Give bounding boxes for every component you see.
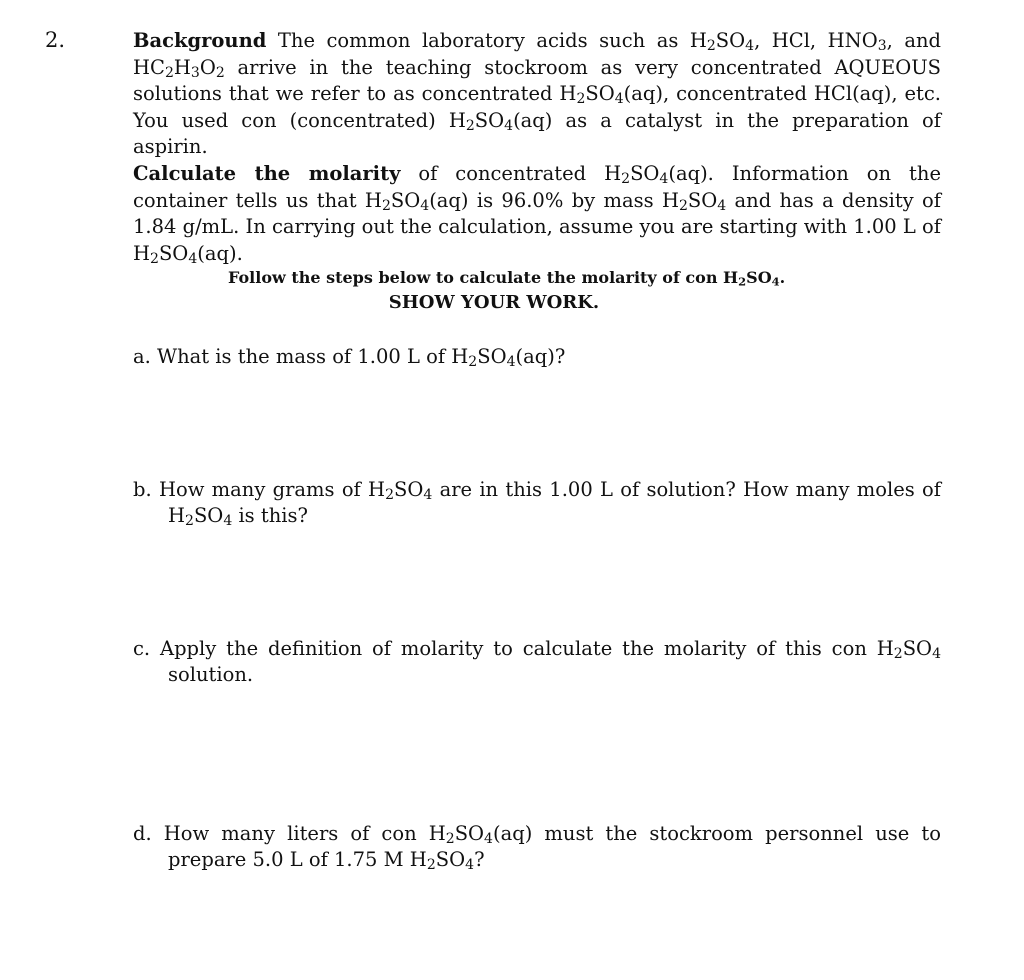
question-d: d. How many liters of con $H_2SO_4(aq)$ must the stockroom personnel use to prepare 5.0 L of 1.75 M $H_2SO_4$? <box>133 822 941 874</box>
question-a: a. What is the mass of 1.00 L of $H_2SO_4(aq)$? <box>133 345 566 371</box>
question-number: 2. <box>45 28 66 52</box>
show-work-instruction: SHOW YOUR WORK. <box>388 292 600 313</box>
calculate-heading: Calculate the molarity <box>133 162 401 185</box>
background-paragraph: Background The common laboratory acids such as $H_2SO_4$, HCl, $HNO_3$, and $HC_2H_3O_2$ arrive in the teaching stockroom as very concentrated AQUEOUS solutions that we refer to as concentrated $H_2SO_4(aq)$, concentrated HCl(aq), etc. You used con (concentrated) $H_2SO_4(aq)$ as a catalyst in the preparation of aspirin. <box>133 29 941 158</box>
question-c: c. Apply the definition of molarity to calculate the molarity of this con $H_2SO_4$ solution. <box>133 637 941 686</box>
calculate-paragraph: Calculate the molarity of concentrated $H_2SO_4(aq)$. Information on the container tells us that $H_2SO_4(aq)$ is 96.0% by mass $H_2SO_4$ and has a density of 1.84 g/mL. In carrying out the calculation, assume you are starting with 1.00 L of $H_2SO_4(aq)$. <box>133 162 941 267</box>
background-heading: Background <box>133 29 267 52</box>
follow-steps-instruction: Follow the steps below to calculate the molarity of con $H_2SO_4$. <box>228 268 786 289</box>
question-b: b. How many grams of $H_2SO_4$ are in this 1.00 L of solution? How many moles of $H_2SO_4$ is this? <box>133 478 941 530</box>
